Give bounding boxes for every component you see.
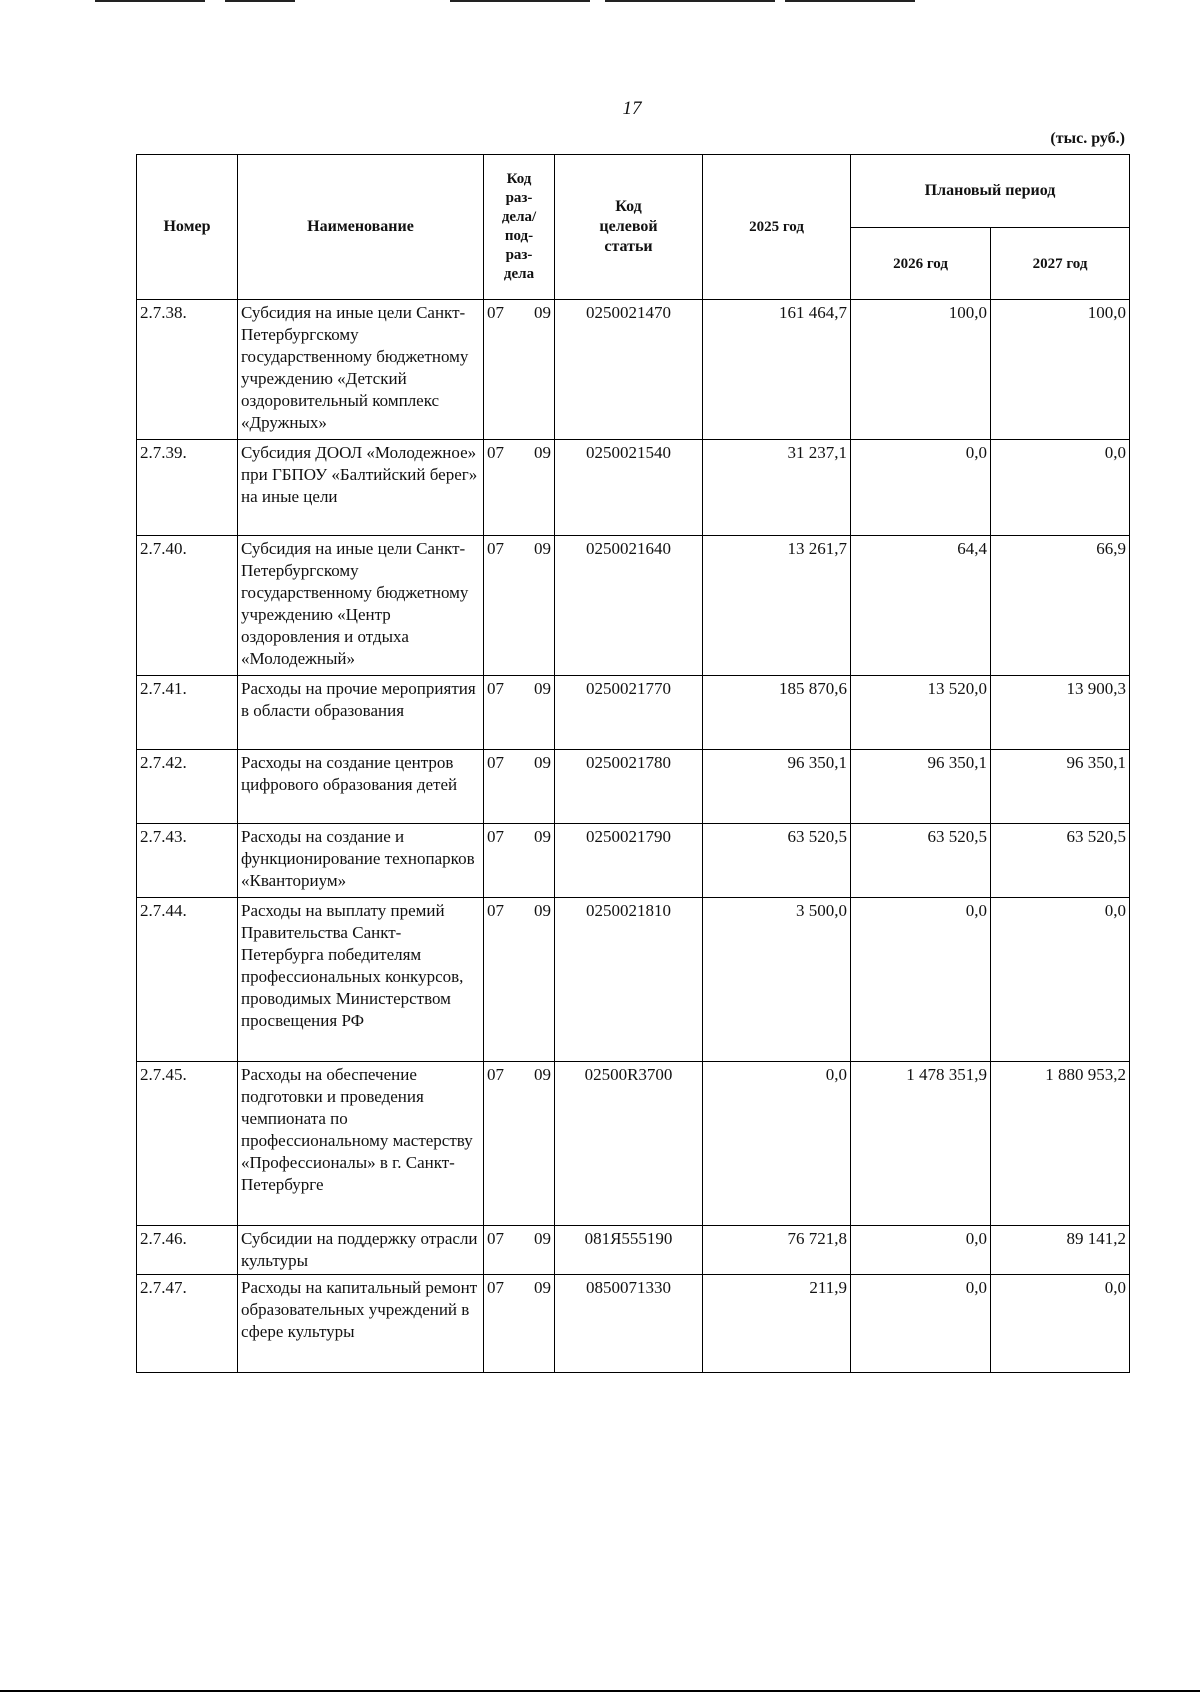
header-plan-period: Плановый период	[851, 155, 1130, 228]
row-value-2025: 161 464,7	[703, 300, 851, 440]
row-value-2027: 0,0	[991, 440, 1130, 536]
header-year-2025: 2025 год	[703, 155, 851, 300]
row-target-code: 0250021470	[555, 300, 703, 440]
row-razdel-code	[484, 300, 555, 440]
razdel-value: 07	[487, 303, 504, 322]
row-value-2026: 0,0	[851, 1275, 991, 1373]
row-razdel-code	[484, 824, 555, 898]
scan-edge-mark	[450, 0, 590, 2]
table-row	[137, 1062, 1130, 1226]
row-value-2026: 100,0	[851, 300, 991, 440]
razdel-value: 07	[487, 1065, 504, 1084]
scan-edge-mark	[225, 0, 295, 2]
row-target-code: 0250021790	[555, 824, 703, 898]
scan-edge-mark	[785, 0, 915, 2]
row-name: Расходы на капитальный ремонт образовательных учреждений в сфере культуры	[238, 1275, 484, 1373]
table-row	[137, 440, 1130, 536]
row-number: 2.7.40.	[137, 536, 238, 676]
row-target-code: 0850071330	[555, 1275, 703, 1373]
row-value-2026: 13 520,0	[851, 676, 991, 750]
units-label: (тыс. руб.)	[1050, 130, 1125, 147]
row-name: Расходы на прочие мероприятия в области образования	[238, 676, 484, 750]
row-value-2025: 0,0	[703, 1062, 851, 1226]
podrazdel-value: 09	[534, 1065, 551, 1084]
row-value-2025: 63 520,5	[703, 824, 851, 898]
row-number: 2.7.43.	[137, 824, 238, 898]
header-number: Номер	[137, 155, 238, 300]
row-value-2026: 0,0	[851, 1226, 991, 1275]
header-target-code: Код целевой статьи	[555, 155, 703, 300]
table-row	[137, 1226, 1130, 1275]
podrazdel-value: 09	[534, 679, 551, 698]
row-razdel-code	[484, 1275, 555, 1373]
row-target-code: 081Я555190	[555, 1226, 703, 1275]
row-name: Расходы на создание центров цифрового образования детей	[238, 750, 484, 824]
row-value-2026: 96 350,1	[851, 750, 991, 824]
row-razdel-code	[484, 536, 555, 676]
row-target-code: 02500R3700	[555, 1062, 703, 1226]
podrazdel-value: 09	[534, 1229, 551, 1248]
row-name: Субсидия на иные цели Санкт-Петербургскому государственному бюджетному учреждению «Детский оздоровительный комплекс «Дружных»	[238, 300, 484, 440]
row-number: 2.7.46.	[137, 1226, 238, 1275]
razdel-value: 07	[487, 443, 504, 462]
razdel-value: 07	[487, 901, 504, 920]
header-razdel: Код раз- дела/ под- раз- дела	[484, 155, 555, 300]
row-value-2027: 89 141,2	[991, 1226, 1130, 1275]
row-razdel-code	[484, 750, 555, 824]
header-name: Наименование	[238, 155, 484, 300]
row-value-2025: 31 237,1	[703, 440, 851, 536]
row-razdel-code	[484, 1062, 555, 1226]
row-value-2027: 13 900,3	[991, 676, 1130, 750]
row-number: 2.7.41.	[137, 676, 238, 750]
row-value-2025: 185 870,6	[703, 676, 851, 750]
row-target-code: 0250021770	[555, 676, 703, 750]
razdel-value: 07	[487, 539, 504, 558]
row-target-code: 0250021810	[555, 898, 703, 1062]
row-razdel-code	[484, 1226, 555, 1275]
scan-edge-mark	[605, 0, 775, 2]
page-number: 17	[622, 98, 642, 119]
podrazdel-value: 09	[534, 1278, 551, 1297]
row-razdel-code	[484, 440, 555, 536]
row-value-2025: 211,9	[703, 1275, 851, 1373]
budget-table	[136, 154, 1130, 1373]
razdel-value: 07	[487, 827, 504, 846]
scan-edge-mark	[95, 0, 205, 2]
header-year-2027: 2027 год	[991, 228, 1130, 300]
table-row	[137, 824, 1130, 898]
row-value-2027: 0,0	[991, 898, 1130, 1062]
row-name: Расходы на создание и функционирование технопарков «Кванториум»	[238, 824, 484, 898]
row-number: 2.7.39.	[137, 440, 238, 536]
table-row	[137, 300, 1130, 440]
podrazdel-value: 09	[534, 753, 551, 772]
row-value-2027: 0,0	[991, 1275, 1130, 1373]
row-value-2025: 96 350,1	[703, 750, 851, 824]
podrazdel-value: 09	[534, 901, 551, 920]
row-name: Субсидия ДООЛ «Молодежное» при ГБПОУ «Балтийский берег» на иные цели	[238, 440, 484, 536]
table-row	[137, 750, 1130, 824]
podrazdel-value: 09	[534, 443, 551, 462]
row-value-2027: 1 880 953,2	[991, 1062, 1130, 1226]
podrazdel-value: 09	[534, 539, 551, 558]
header-year-2026: 2026 год	[851, 228, 991, 300]
row-value-2025: 76 721,8	[703, 1226, 851, 1275]
razdel-value: 07	[487, 753, 504, 772]
razdel-value: 07	[487, 1229, 504, 1248]
row-value-2026: 0,0	[851, 898, 991, 1062]
row-razdel-code	[484, 898, 555, 1062]
row-value-2025: 3 500,0	[703, 898, 851, 1062]
row-value-2025: 13 261,7	[703, 536, 851, 676]
row-number: 2.7.47.	[137, 1275, 238, 1373]
row-name: Расходы на выплату премий Правительства Санкт-Петербурга победителям профессиональных конкурсов, проводимых Министерством просвещения РФ	[238, 898, 484, 1062]
page-bottom-edge	[0, 1690, 1200, 1692]
row-value-2027: 100,0	[991, 300, 1130, 440]
podrazdel-value: 09	[534, 827, 551, 846]
row-name: Расходы на обеспечение подготовки и проведения чемпионата по профессиональному мастерству «Профессионалы» в г. Санкт-Петербурге	[238, 1062, 484, 1226]
table-row	[137, 1275, 1130, 1373]
row-value-2027: 66,9	[991, 536, 1130, 676]
row-target-code: 0250021780	[555, 750, 703, 824]
row-number: 2.7.44.	[137, 898, 238, 1062]
row-value-2027: 63 520,5	[991, 824, 1130, 898]
row-value-2026: 64,4	[851, 536, 991, 676]
row-target-code: 0250021640	[555, 536, 703, 676]
row-number: 2.7.42.	[137, 750, 238, 824]
row-number: 2.7.45.	[137, 1062, 238, 1226]
row-razdel-code	[484, 676, 555, 750]
table-row	[137, 676, 1130, 750]
razdel-value: 07	[487, 679, 504, 698]
podrazdel-value: 09	[534, 303, 551, 322]
table-row	[137, 536, 1130, 676]
razdel-value: 07	[487, 1278, 504, 1297]
row-name: Субсидия на иные цели Санкт-Петербургскому государственному бюджетному учреждению «Центр оздоровления и отдыха «Молодежный»	[238, 536, 484, 676]
row-target-code: 0250021540	[555, 440, 703, 536]
row-name: Субсидии на поддержку отрасли культуры	[238, 1226, 484, 1275]
table-body	[137, 300, 1130, 1373]
row-number: 2.7.38.	[137, 300, 238, 440]
row-value-2027: 96 350,1	[991, 750, 1130, 824]
row-value-2026: 0,0	[851, 440, 991, 536]
row-value-2026: 1 478 351,9	[851, 1062, 991, 1226]
row-value-2026: 63 520,5	[851, 824, 991, 898]
table-row	[137, 898, 1130, 1062]
